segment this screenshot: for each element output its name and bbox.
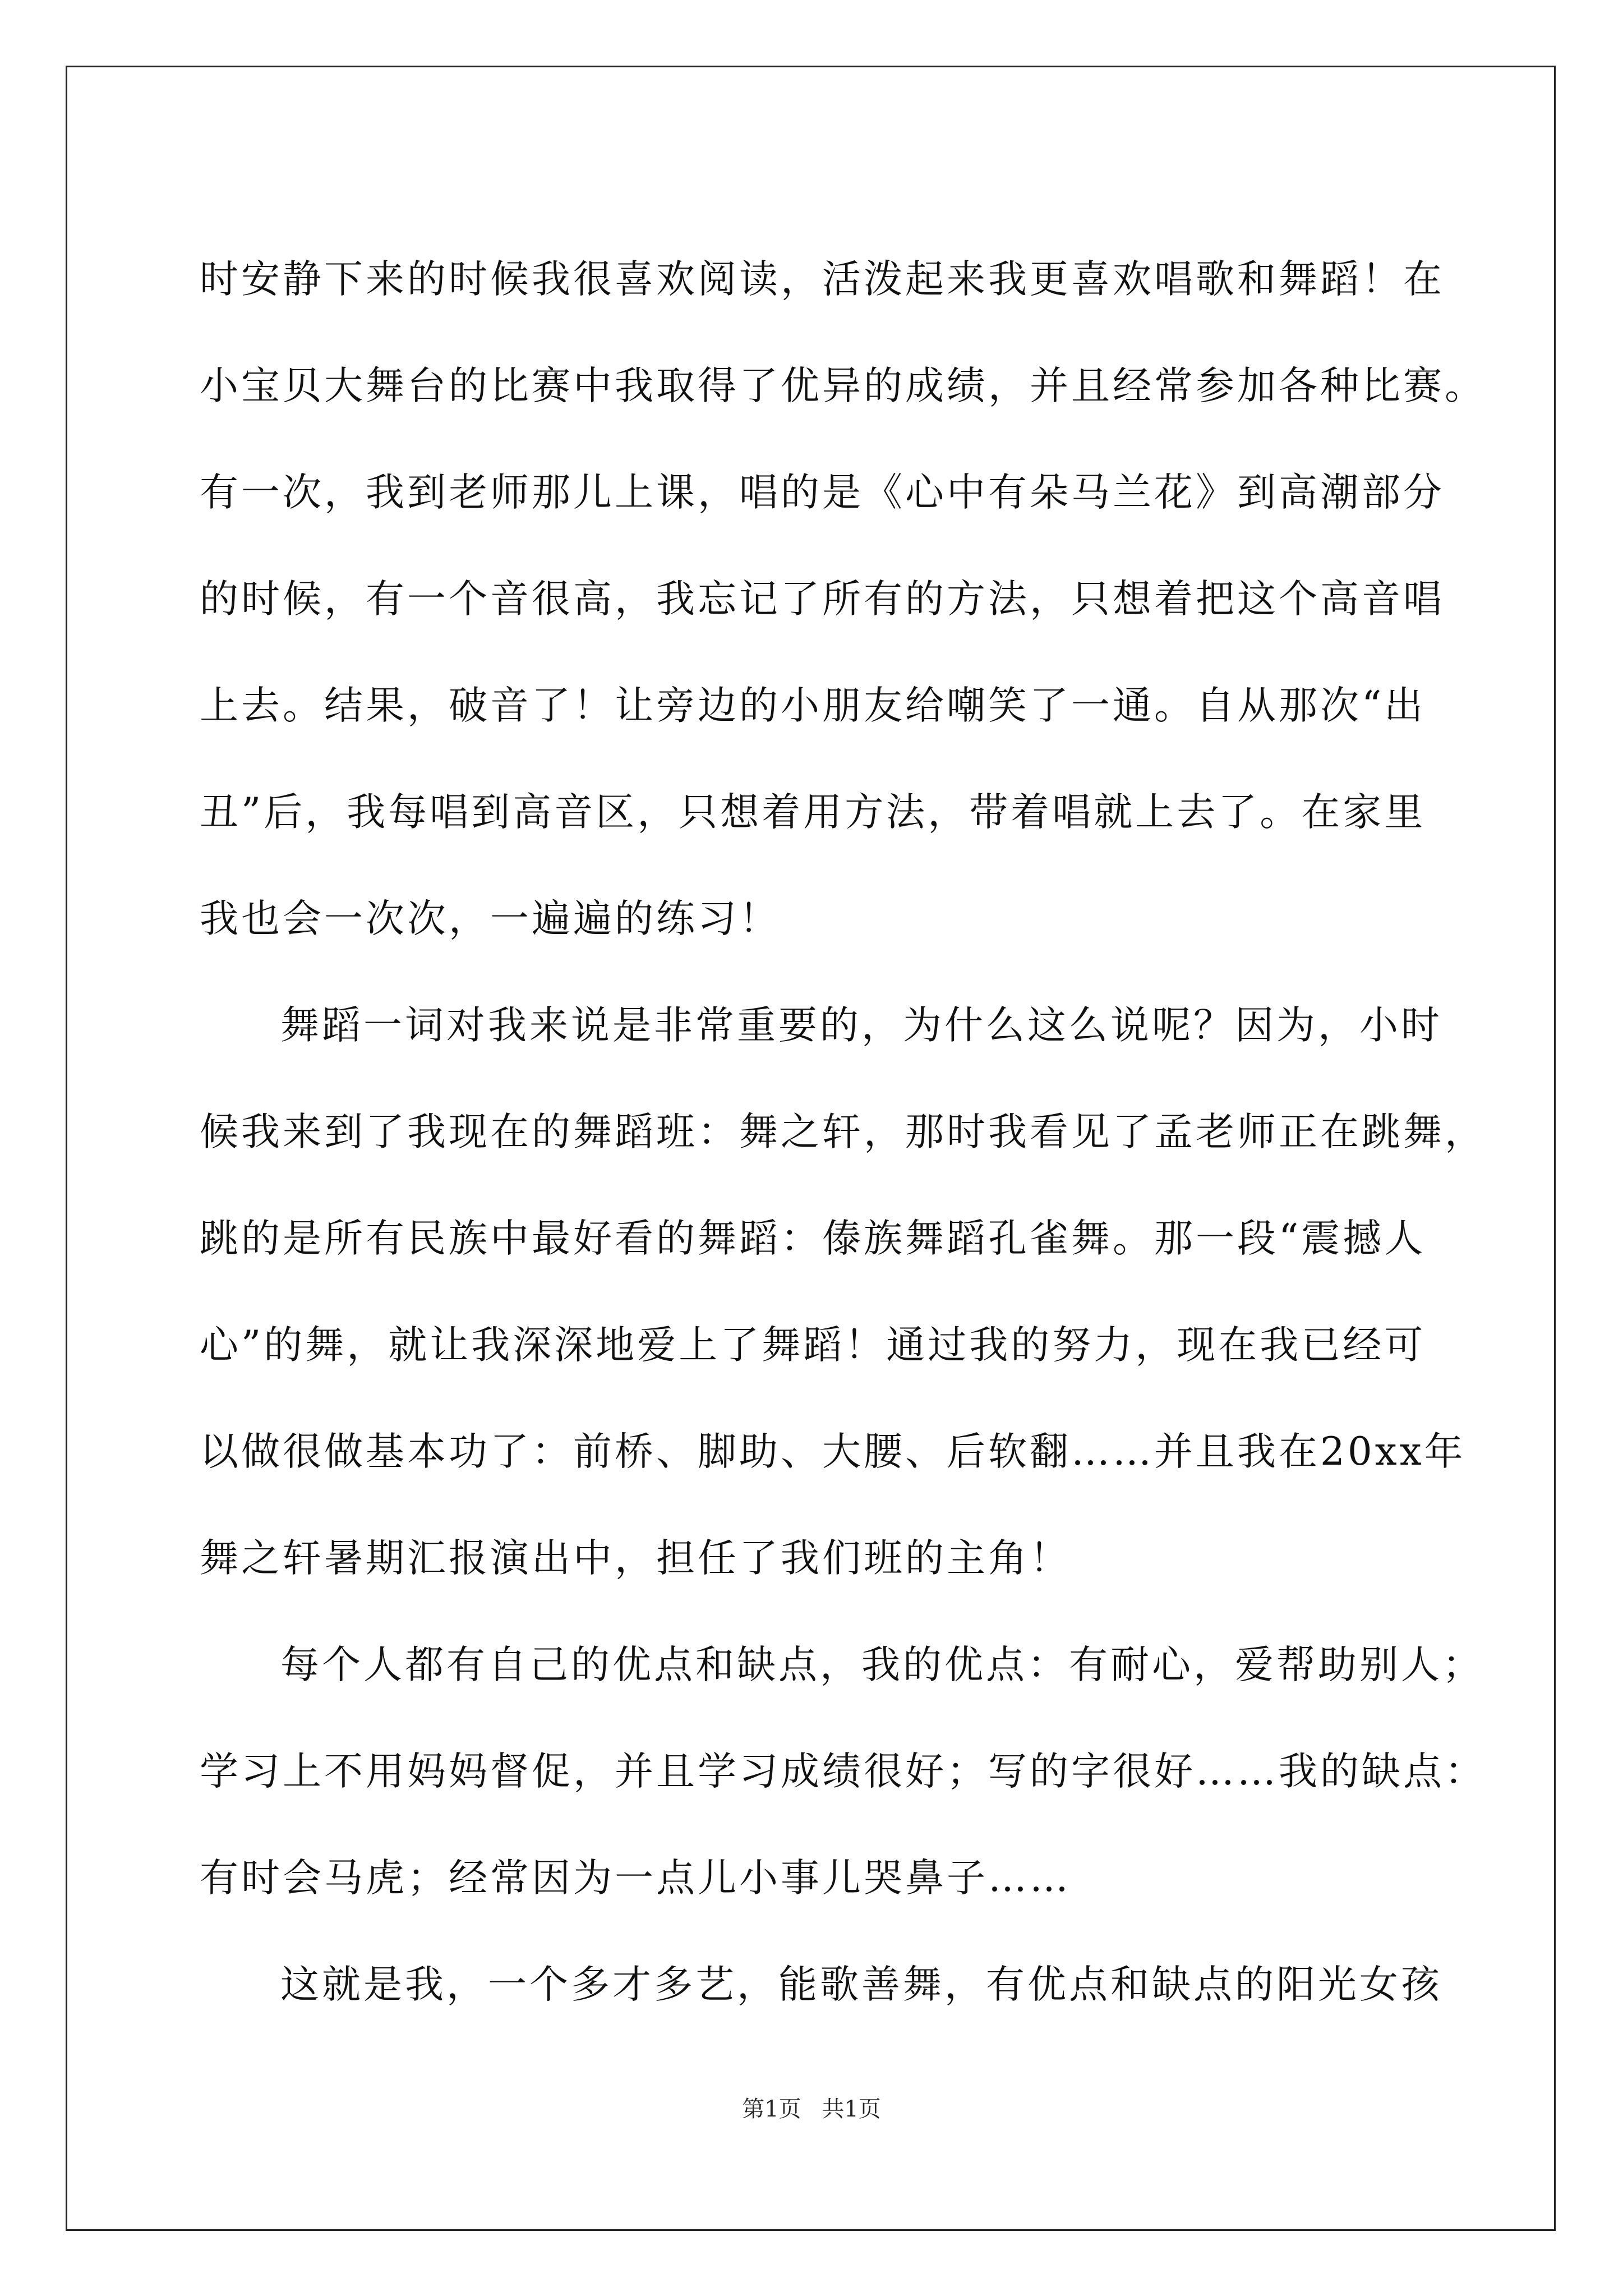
text-line: 的时候，有一个音很高，我忘记了所有的方法，只想着把这个高音唱 [200,577,1445,622]
paragraph-first-line: 这就是我，一个多才多艺，能歌善舞，有优点和缺点的阳光女孩 [280,1962,1442,2007]
text-line: 跳的是所有民族中最好看的舞蹈：傣族舞蹈孔雀舞。那一段“震撼人 [200,1216,1426,1261]
text-line: 时安静下来的时候我很喜欢阅读，活泼起来我更喜欢唱歌和舞蹈！在 [200,257,1445,302]
text-line: 学习上不用妈妈督促，并且学习成绩很好；写的字很好……我的缺点： [200,1749,1486,1794]
page-footer [0,2092,1623,2126]
text-line: 小宝贝大舞台的比赛中我取得了优异的成绩，并且经常参加各种比赛。 [200,364,1486,408]
page-number: 第1页 [742,2096,801,2122]
text-line: 我也会一次次，一遍遍的练习！ [200,896,781,941]
page-total: 共1页 [822,2096,881,2122]
text-line: 以做很做基本功了：前桥、脚助、大腰、后软翻……并且我在20xx年 [200,1429,1466,1474]
text-line: 有一次，我到老师那儿上课，唱的是《心中有朵马兰花》到高潮部分 [200,470,1445,515]
text-line: 丑”后，我每唱到高音区，只想着用方法，带着唱就上去了。在家里 [200,790,1426,835]
text-line: 舞之轩暑期汇报演出中，担任了我们班的主角！ [200,1536,1071,1581]
paragraph-first-line: 每个人都有自己的优点和缺点，我的优点：有耐心，爱帮助别人； [280,1642,1484,1687]
paragraph-first-line: 舞蹈一词对我来说是非常重要的，为什么这么说呢？因为，小时 [280,1003,1442,1048]
document-body [200,226,1486,2038]
text-line: 上去。结果，破音了！让旁边的小朋友给嘲笑了一通。自从那次“出 [200,683,1426,728]
text-line: 候我来到了我现在的舞蹈班：舞之轩，那时我看见了孟老师正在跳舞， [200,1110,1486,1154]
text-line: 有时会马虎；经常因为一点儿小事儿哭鼻子…… [200,1856,1071,1901]
text-line: 心”的舞，就让我深深地爱上了舞蹈！通过我的努力，现在我已经可 [200,1323,1426,1368]
